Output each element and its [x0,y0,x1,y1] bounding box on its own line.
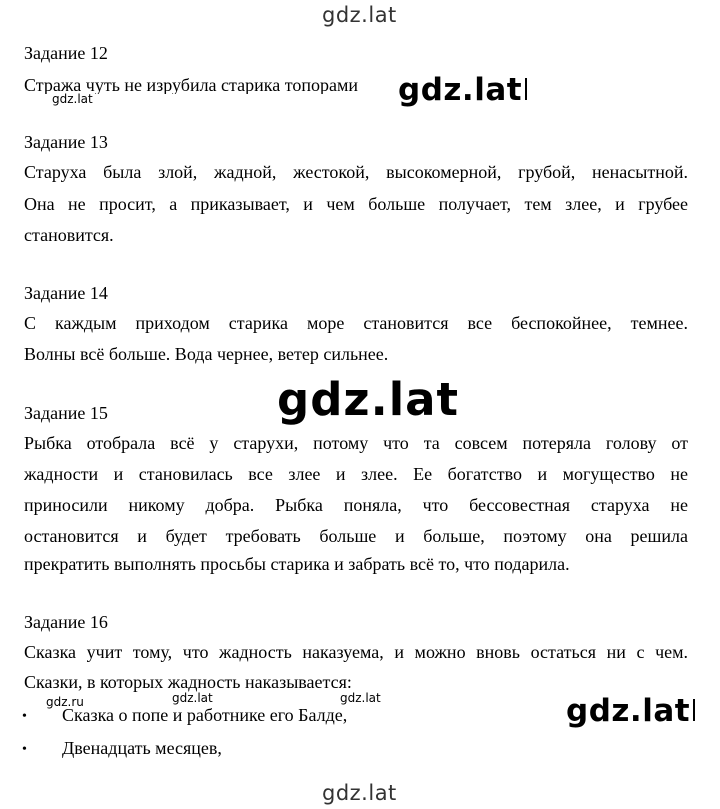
watermark-bullet-right: gdz.lat [566,696,695,727]
watermark-after-line1: gdz.lat [396,75,527,106]
task-14-line-1: С каждым приходом старика море становится все беспокойнее, темнее. [24,313,688,333]
watermark-bullet-left-1: gdz.lat [172,691,213,705]
task-15-line-5: прекратить выполнять просьбы старика и забрать всё то, что подарила. [24,554,570,574]
task-14-heading: Задание 14 [24,283,108,303]
task-15-line-4: остановится и будет требовать больше и больше, поэтому она решила [24,526,688,546]
task-15-heading: Задание 15 [24,403,108,423]
list-item-text: Двенадцать месяцев, [62,738,222,758]
watermark-center: gdz.lat [277,373,460,426]
task-13-heading: Задание 13 [24,132,108,152]
task-12-heading: Задание 12 [24,43,108,63]
watermark-bullet-left-2: gdz.lat [340,691,381,705]
bullet-marker: • [22,709,27,724]
task-16-heading: Задание 16 [24,612,108,632]
task-13-line-1: Старуха была злой, жадной, жестокой, высокомерной, грубой, ненасытной. [24,162,688,182]
task-14-line-2: Волны всё больше. Вода чернее, ветер сильнее. [24,344,389,364]
list-item-text: Сказка о попе и работнике его Балде, [62,705,348,725]
task-13-line-2: Она не просит, а приказывает, и чем больше получает, тем злее, и грубее [24,194,688,214]
task-15-line-2: жадности и становилась все злее и злее. Ее богатство и могущество не [24,464,688,484]
watermark-bottom: gdz.lat [322,781,397,805]
task-16-line-2: Сказки, в которых жадность наказывается: [24,672,352,692]
watermark-top: gdz.lat [322,3,397,27]
task-15-line-1: Рыбка отобрала всё у старухи, потому что та совсем потеряла голову от [24,433,688,453]
watermark-bullet-ru: gdz.ru [46,695,84,709]
bullet-marker: • [22,742,27,757]
task-15-line-3: приносили никому добра. Рыбка поняла, что бессовестная старуха не [24,495,688,515]
task-16-line-1: Сказка учит тому, что жадность наказуема, и можно вновь остаться ни с чем. [24,642,688,662]
task-13-line-3: становится. [24,225,114,245]
task-12-line-1: Стража чуть не изрубила старика топорами [24,76,358,94]
watermark-under-line1: gdz.lat [52,92,93,106]
